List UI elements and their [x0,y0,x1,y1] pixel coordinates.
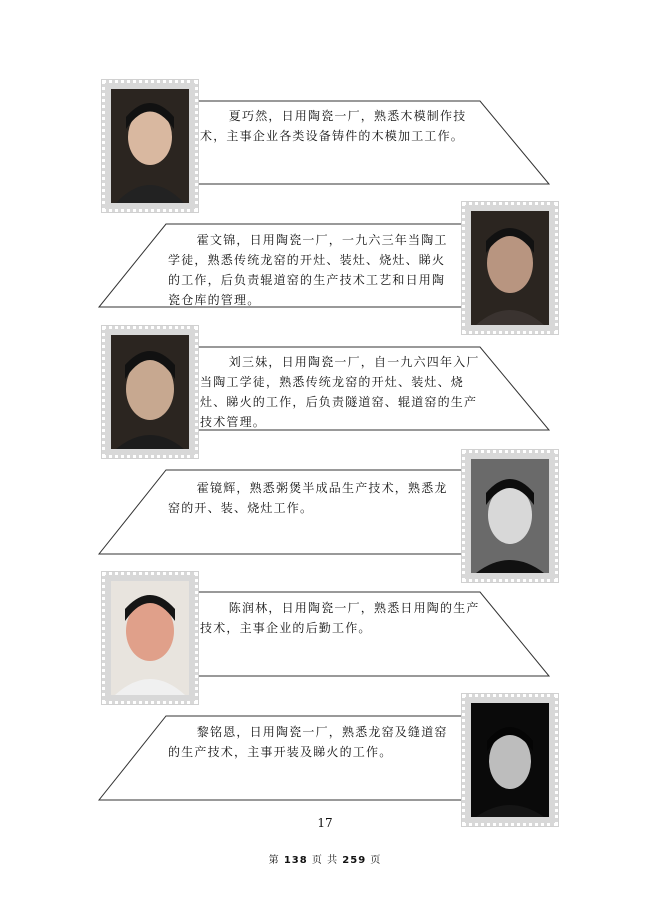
entry-text: 黎铭恩，日用陶瓷一厂，熟悉龙窑及缝道窑的生产技术，主事开装及睇火的工作。 [168,725,448,759]
profile-entry-1 [0,80,650,200]
stamp-frame [462,450,558,582]
footer-current-page: 138 [283,855,308,866]
entry-text: 夏巧然，日用陶瓷一厂，熟悉木模制作技术，主事企业各类设备铸件的木模加工工作。 [200,109,467,143]
portrait-photo-icon [111,89,189,203]
entry-text: 陈润林，日用陶瓷一厂，熟悉日用陶的生产技术，主事企业的后勤工作。 [200,601,480,635]
portrait-photo-icon [471,211,549,325]
stamp-frame [102,80,198,212]
stamp-frame [102,572,198,704]
page-footer [0,851,650,866]
profile-entry-5 [0,572,650,692]
profile-entry-2 [0,202,650,322]
profile-entry-4 [0,450,650,570]
stamp-frame [462,202,558,334]
portrait-photo-icon [471,703,549,817]
profile-entry-6 [0,694,650,814]
footer-middle: 页 共 [311,855,339,866]
portrait-photo-icon [111,581,189,695]
profile-entry-3 [0,326,650,446]
stamp-frame [102,326,198,458]
stamp-frame [462,694,558,826]
footer-suffix: 页 [370,855,382,866]
entry-text: 霍镜辉，熟悉粥煲半成品生产技术，熟悉龙窑的开、装、烧灶工作。 [168,481,448,515]
footer-prefix: 第 [268,855,280,866]
portrait-photo-icon [111,335,189,449]
portrait-photo-icon [471,459,549,573]
entry-text: 霍文锦，日用陶瓷一厂，一九六三年当陶工学徒，熟悉传统龙窑的开灶、装灶、烧灶、睇火的工作，后负责辊道窑的生产技术工艺和日用陶瓷仓库的管理。 [168,233,448,307]
footer-total-pages: 259 [342,855,367,866]
page-number: 17 [317,816,333,830]
entry-text: 刘三妹，日用陶瓷一厂，自一九六四年入厂当陶工学徒，熟悉传统龙窑的开灶、装灶、烧灶、睇火的工作，后负责隧道窑、辊道窑的生产技术管理。 [200,355,480,429]
